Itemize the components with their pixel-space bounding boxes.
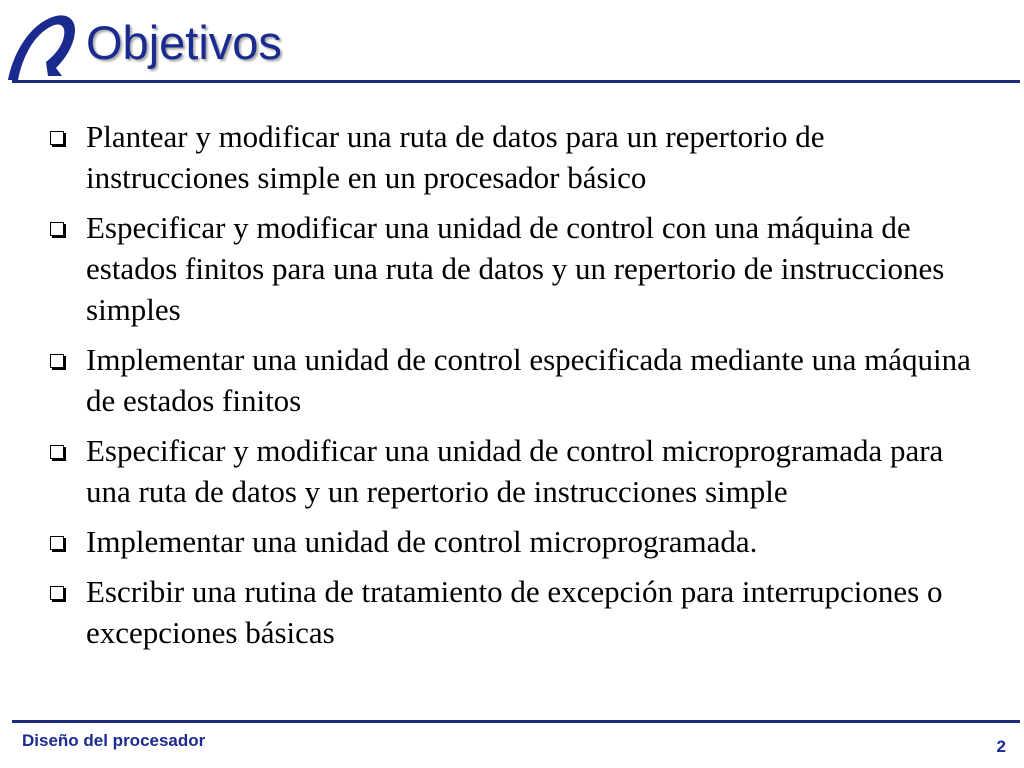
- footer-divider: [12, 720, 1020, 723]
- checkbox-icon: [50, 536, 64, 550]
- list-item: [0, 571, 1024, 653]
- list-item-text: Especificar y modificar una unidad de control con una máquina de estados finitos para una ruta de datos y un repertorio de instrucciones simples: [86, 210, 945, 327]
- objectives-list: [0, 116, 1024, 662]
- header-divider: [12, 80, 1020, 83]
- list-item: [0, 521, 1024, 562]
- list-item: [0, 339, 1024, 421]
- checkbox-icon: [50, 586, 64, 600]
- checkbox-icon: [50, 222, 64, 236]
- list-item: [0, 430, 1024, 512]
- list-item: [0, 116, 1024, 198]
- list-item-text: Plantear y modificar una ruta de datos para un repertorio de instrucciones simple en un procesador básico: [86, 119, 825, 195]
- checkbox-icon: [50, 131, 64, 145]
- list-item: [0, 207, 1024, 330]
- list-item-text: Implementar una unidad de control microprogramada.: [86, 524, 758, 559]
- footer-course-title: Diseño del procesador: [22, 731, 206, 750]
- list-item-text: Escribir una rutina de tratamiento de excepción para interrupciones o excepciones básicas: [86, 574, 943, 650]
- page-title: Objetivos: [86, 16, 282, 69]
- list-item-text: Implementar una unidad de control especificada mediante una máquina de estados finitos: [86, 342, 971, 418]
- checkbox-icon: [50, 445, 64, 459]
- page-number: 2: [996, 737, 1006, 756]
- list-item-text: Especificar y modificar una unidad de control microprogramada para una ruta de datos y un repertorio de instrucciones simple: [86, 433, 944, 509]
- checkbox-icon: [50, 354, 64, 368]
- swoosh-logo-icon: [4, 10, 78, 82]
